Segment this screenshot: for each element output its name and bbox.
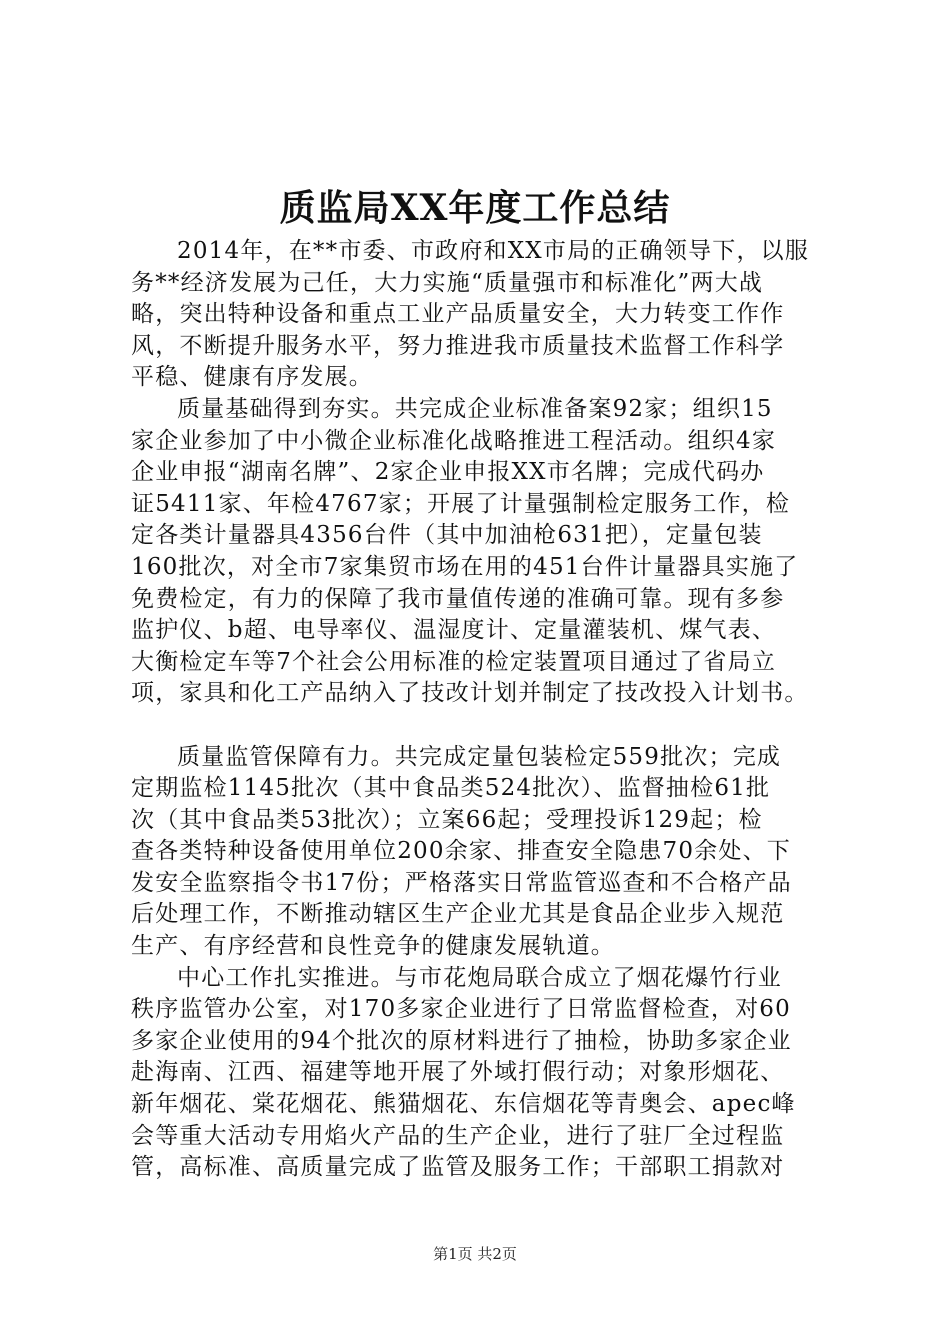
text-line: 免费检定，有力的保障了我市量值传递的准确可靠。现有多参	[131, 585, 785, 612]
text-line: 中心工作扎实推进。与市花炮局联合成立了烟花爆竹行业	[177, 964, 782, 991]
text-line: 质量基础得到夯实。共完成企业标准备案92家；组织15	[177, 395, 773, 422]
text-line: 2014年，在**市委、市政府和XX市局的正确领导下，以服	[177, 238, 810, 264]
document-body	[131, 236, 841, 1184]
text-line: 次（其中食品类53批次）；立案66起；受理投诉129起；检	[131, 806, 763, 833]
text-line: 质量监管保障有力。共完成定量包装检定559批次；完成	[177, 743, 782, 770]
text-line: 家企业参加了中小微企业标准化战略推进工程活动。组织4家	[131, 427, 777, 454]
text-line: 项，家具和化工产品纳入了技改计划并制定了技改投入计划书。	[131, 680, 809, 707]
text-line: 新年烟花、棠花烟花、熊猫烟花、东信烟花等青奥会、apec峰	[131, 1091, 796, 1118]
text-line: 风，不断提升服务水平，努力推进我市质量技术监督工作科学	[131, 332, 785, 359]
text-line: 企业申报“湖南名牌”、2家企业申报XX市名牌；完成代码办	[131, 459, 765, 486]
text-line: 定各类计量器具4356台件（其中加油枪631把），定量包装	[131, 522, 763, 549]
paragraph-central-work	[131, 963, 841, 1184]
text-line: 160批次，对全市7家集贸市场在用的451台件计量器具实施了	[131, 553, 799, 580]
text-line: 监护仪、b超、电导率仪、温湿度计、定量灌装机、煤气表、	[131, 617, 777, 644]
text-line: 平稳、健康有序发展。	[131, 364, 373, 391]
text-line: 多家企业使用的94个批次的原材料进行了抽检，协助多家企业	[131, 1027, 792, 1054]
text-line: 后处理工作，不断推动辖区生产企业尤其是食品企业步入规范	[131, 901, 785, 928]
text-line: 查各类特种设备使用单位200余家、排查安全隐患70余处、下	[131, 838, 791, 865]
text-line: 秩序监管办公室，对170多家企业进行了日常监督检查，对60	[131, 996, 791, 1023]
text-line: 证5411家、年检4767家；开展了计量强制检定服务工作，检	[131, 490, 791, 517]
page-footer: 第1页 共2页	[433, 1245, 517, 1263]
text-line: 生产、有序经营和良性竞争的健康发展轨道。	[131, 933, 615, 960]
text-line: 赴海南、江西、福建等地开展了外域打假行动；对象形烟花、	[131, 1059, 785, 1086]
paragraph-quality-foundation	[131, 394, 841, 710]
text-line: 管，高标准、高质量完成了监管及服务工作；干部职工捐款对	[131, 1154, 785, 1181]
text-line: 会等重大活动专用焰火产品的生产企业，进行了驻厂全过程监	[131, 1122, 785, 1149]
text-line: 略，突出特种设备和重点工业产品质量安全，大力转变工作作	[131, 301, 785, 328]
text-line: 大衡检定车等7个社会公用标准的检定装置项目通过了省局立	[131, 648, 777, 675]
blank-line	[131, 710, 841, 742]
paragraph-quality-supervision	[131, 742, 841, 963]
paragraph-intro	[131, 236, 841, 394]
text-line: 定期监检1145批次（其中食品类524批次）、监督抽检61批	[131, 775, 771, 802]
text-line: 发安全监察指令书17份；严格落实日常监管巡查和不合格产品	[131, 869, 792, 896]
text-line: 务**经济发展为己任，大力实施“质量强市和标准化”两大战	[131, 269, 764, 296]
document-title: 质监局XX年度工作总结	[279, 187, 671, 229]
